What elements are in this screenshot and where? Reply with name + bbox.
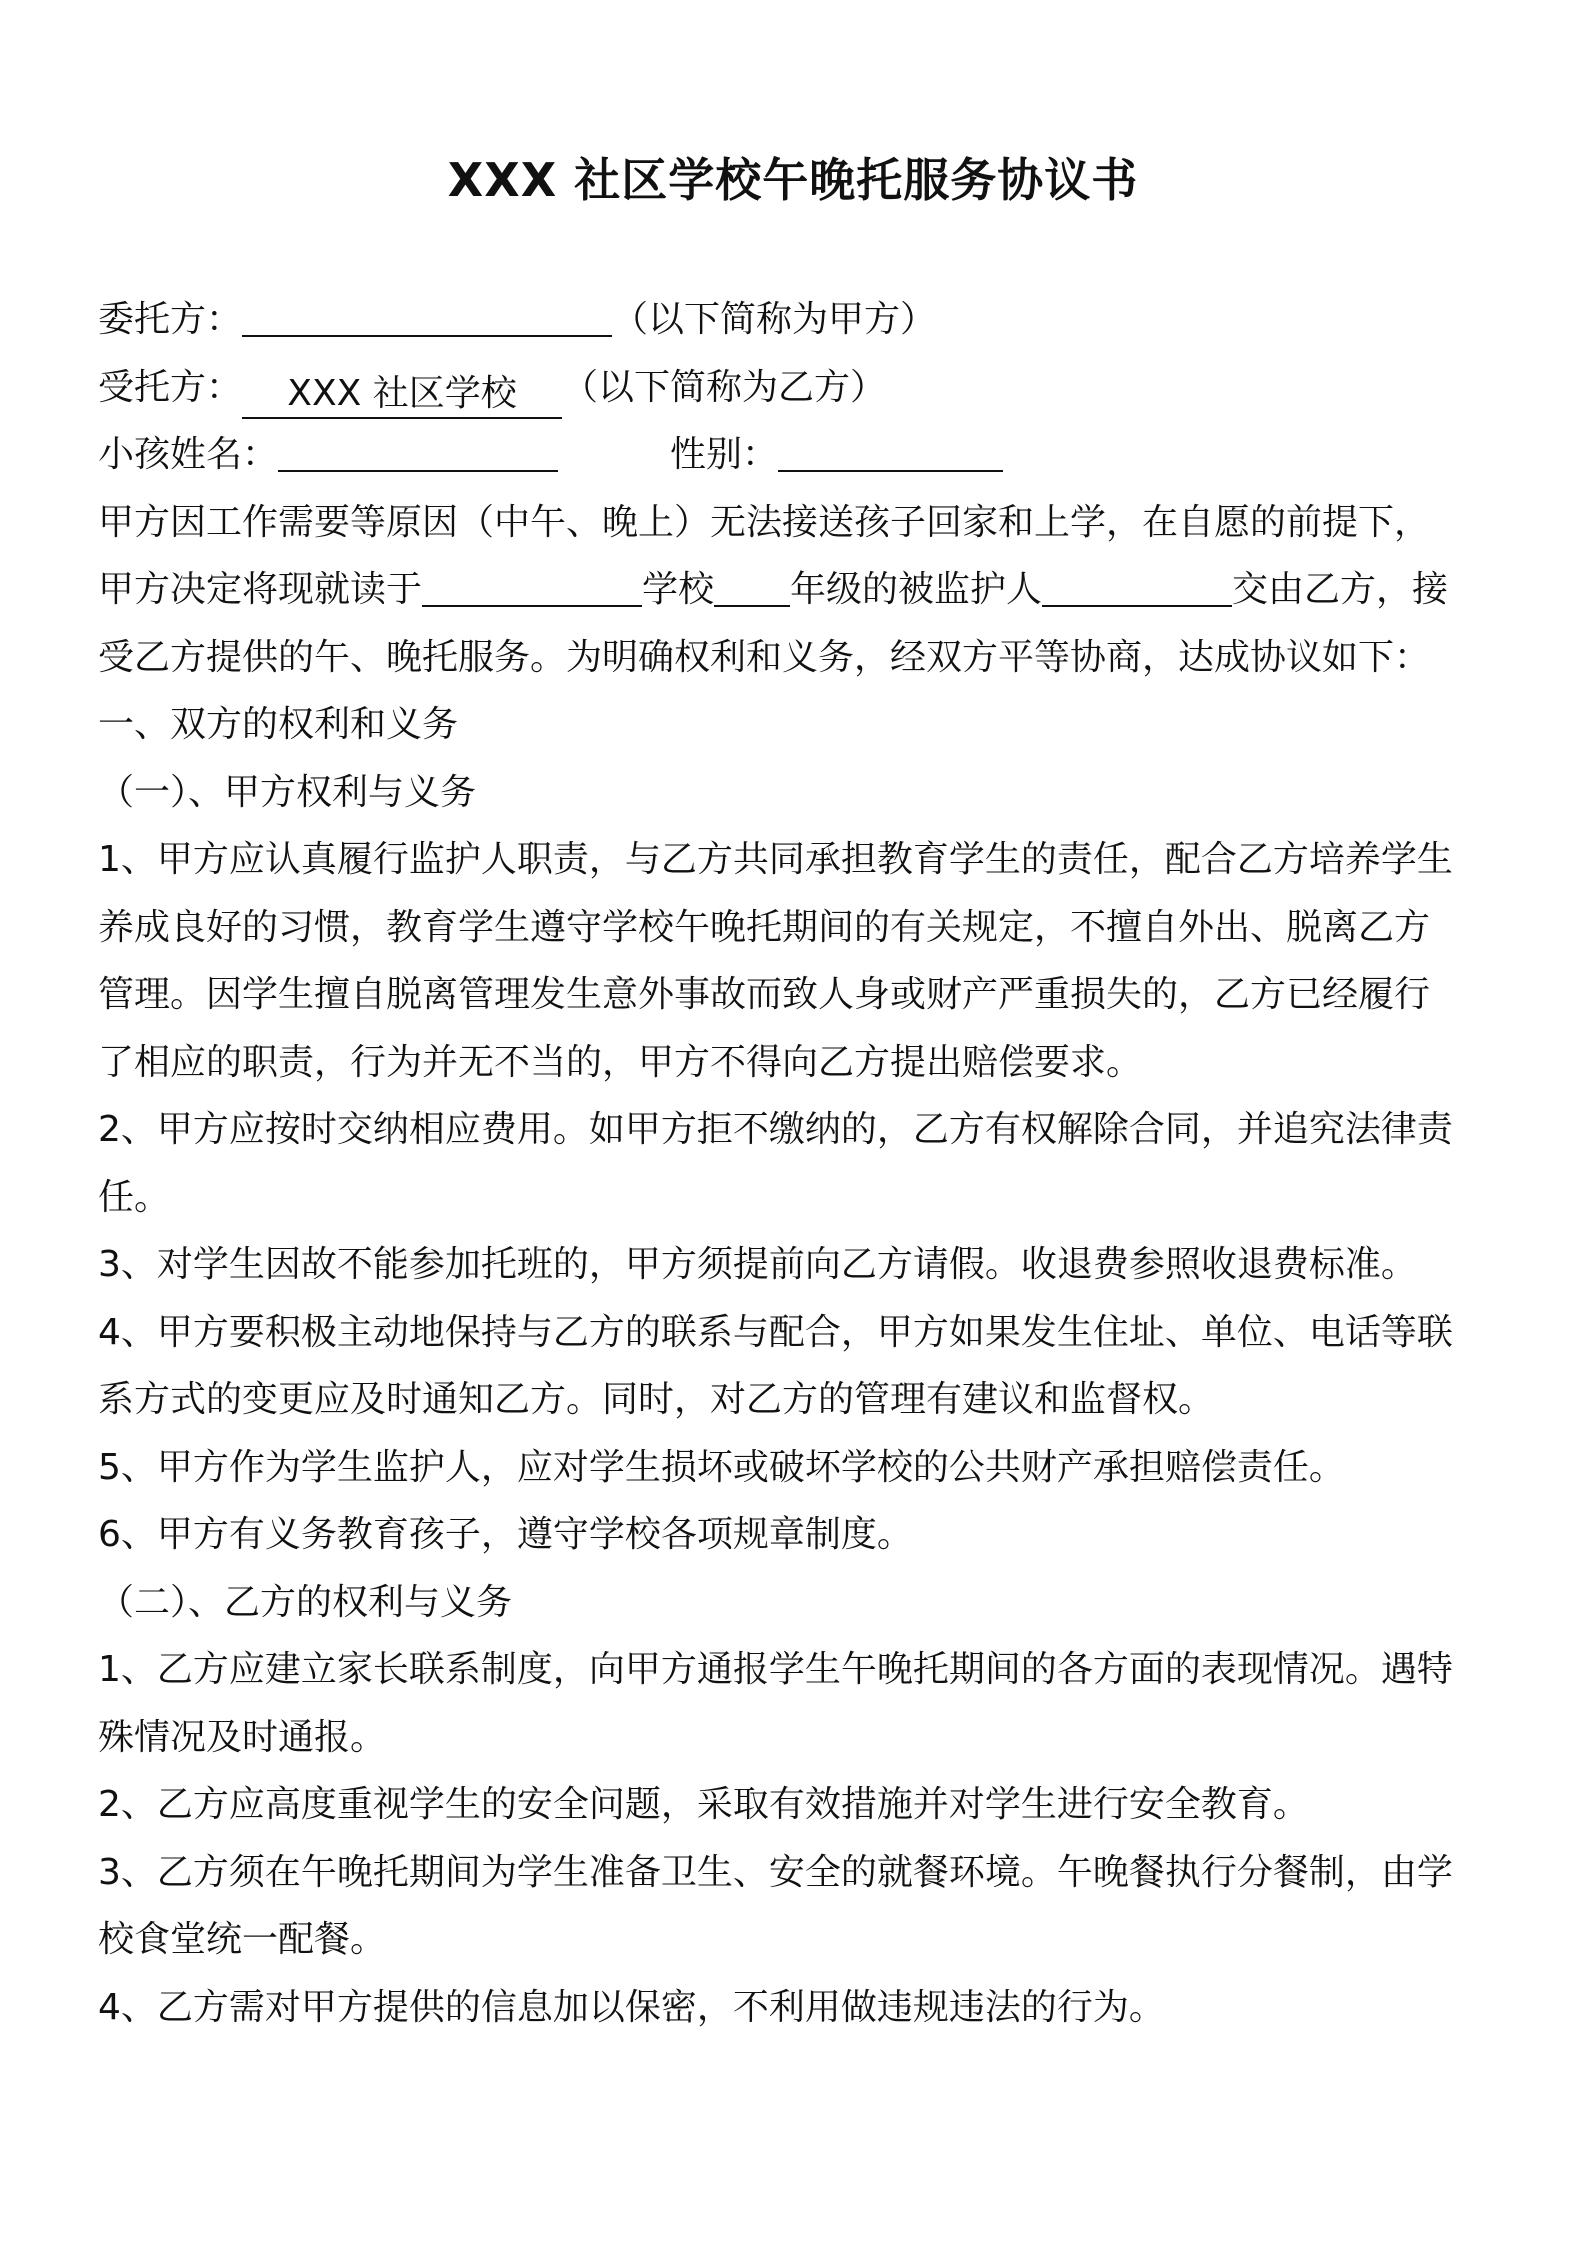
list-item: 2、甲方应按时交纳相应费用。如甲方拒不缴纳的，乙方有权解除合同，并追究法律责 任。: [98, 1109, 1453, 1218]
principal-blank[interactable]: [242, 289, 612, 337]
intro-line-3: 受乙方提供的午、晚托服务。为明确权利和义务，经双方平等协商，达成协议如下：: [98, 636, 1431, 678]
list-item: 6、甲方有义务教育孩子，遵守学校各项规章制度。: [98, 1514, 913, 1555]
principal-line: [98, 286, 1498, 354]
party-b-list: [98, 1636, 1498, 2041]
principal-label: 委托方：: [98, 299, 243, 340]
agent-suffix: （以下简称为乙方）: [562, 366, 887, 408]
ward-blank[interactable]: [1042, 559, 1232, 607]
agent-blank[interactable]: XXX 社区学校: [242, 371, 562, 419]
gender-label: 性别：: [670, 434, 779, 475]
party-a-heading: （一）、甲方权利与义务: [98, 771, 477, 813]
list-item: 3、乙方须在午晚托期间为学生准备卫生、安全的就餐环境。午晚餐执行分餐制，由学 校食堂统一配餐。: [98, 1851, 1453, 1960]
party-a-list: [98, 826, 1498, 1569]
principal-suffix: （以下简称为甲方）: [612, 299, 937, 340]
school-blank[interactable]: [422, 559, 642, 607]
list-item: 3、对学生因故不能参加托班的，甲方须提前向乙方请假。收退费参照收退费标准。: [98, 1244, 1417, 1285]
page-title: XXX 社区学校午晚托服务协议书: [447, 153, 1139, 207]
agent-label: 受托方：: [98, 366, 243, 408]
section-heading: 一、双方的权利和义务: [98, 704, 459, 745]
child-name-label: 小孩姓名：: [98, 434, 279, 475]
party-b-heading: （二）、乙方的权利与义务: [98, 1581, 513, 1623]
list-item: 4、甲方要积极主动地保持与乙方的联系与配合，甲方如果发生住址、单位、电话等联 系方式的变更应及时通知乙方。同时，对乙方的管理有建议和监督权。: [98, 1311, 1453, 1420]
grade-blank[interactable]: [714, 559, 790, 607]
list-item: 2、乙方应高度重视学生的安全问题，采取有效措施并对学生进行安全教育。: [98, 1784, 1309, 1825]
document-body: [98, 286, 1498, 2041]
list-item: 5、甲方作为学生监护人，应对学生损坏或破坏学校的公共财产承担赔偿责任。: [98, 1446, 1345, 1488]
list-item: 1、乙方应建立家长联系制度，向甲方通报学生午晚托期间的各方面的表现情况。遇特 殊情况及时通报。: [98, 1649, 1453, 1758]
list-item: 1、甲方应认真履行监护人职责，与乙方共同承担教育学生的责任，配合乙方培养学生 养成良好的习惯，教育学生遵守学校午晚托期间的有关规定，不擅自外出、脱离乙方 管理。因学生擅自脱离管理发生意外事故而致人身或财产严重损失的，乙方已经履行 了相应的职责，行为并无不当的，甲方不得向乙方提出赔偿要求。: [98, 839, 1453, 1083]
child-line: [98, 421, 1498, 489]
intro-line-2: 甲方决定将现就读于 学校 年级的被监护人 交由乙方，接: [98, 556, 1498, 624]
intro-line-1: 甲方因工作需要等原因（中午、晚上）无法接送孩子回家和上学，在自愿的前提下，: [98, 501, 1431, 543]
gender-blank[interactable]: [778, 424, 1003, 472]
agent-line: [98, 354, 1498, 422]
list-item: 4、乙方需对甲方提供的信息加以保密，不利用做违规违法的行为。: [98, 1986, 1165, 2028]
child-name-blank[interactable]: [278, 424, 558, 472]
